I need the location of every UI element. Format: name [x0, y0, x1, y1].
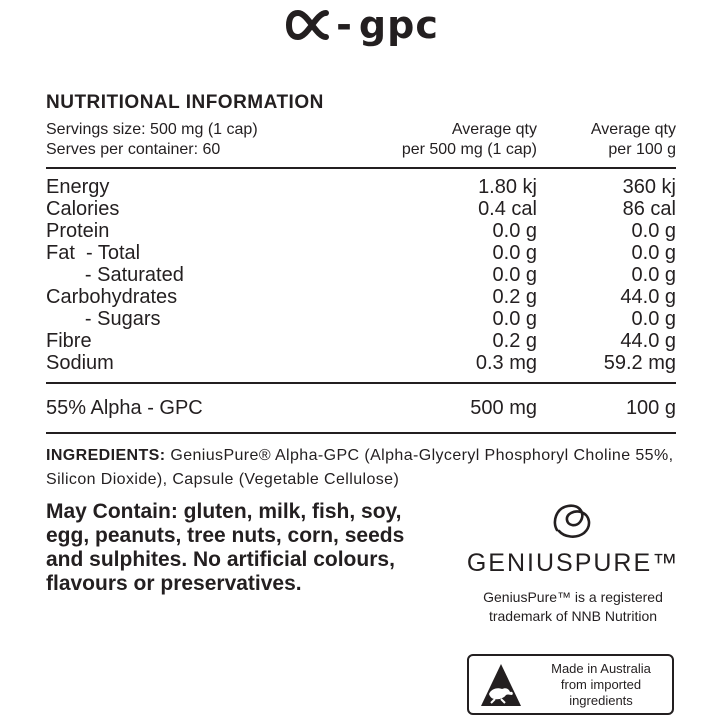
badge-text: [531, 661, 671, 709]
per-serve-value: 0.0 g: [492, 308, 537, 330]
active-ingredient-row: [46, 397, 676, 421]
per-100g-value: 86 cal: [622, 198, 676, 220]
allergen-statement: May Contain: gluten, milk, fish, soy, egg, peanuts, tree nuts, corn, seeds and sulphites. No artificial colours, flavours or preservatives.: [46, 500, 405, 595]
divider: [46, 382, 676, 384]
nutrient-name: Fibre: [46, 330, 92, 352]
geniuspure-note-line1: GeniusPure™ is a registered: [483, 589, 663, 605]
per-serve-value: 0.0 g: [492, 242, 537, 264]
badge-line2: from imported: [560, 677, 642, 692]
geniuspure-note-line2: trademark of NNB Nutrition: [488, 608, 658, 624]
per-serve-value: 0.0 g: [492, 264, 537, 286]
table-row: [46, 308, 676, 330]
per-serve-value: 0.3 mg: [475, 352, 537, 374]
geniuspure-logo-icon: [550, 500, 596, 540]
divider: [46, 432, 676, 434]
per-serve-value: 0.4 cal: [478, 198, 537, 220]
table-row: [46, 176, 676, 198]
table-row: [46, 397, 676, 419]
nutrition-table: [46, 176, 676, 374]
nutrient-name: Carbohydrates: [46, 286, 178, 308]
geniuspure-note: [458, 588, 688, 626]
ingredients-text: GeniusPure® Alpha-GPC (Alpha-Glyceryl Phosphoryl Choline 55%, Silicon Dioxide), Capsule (Vegetable Cellulose): [46, 447, 674, 488]
per-100g-value: 0.0 g: [631, 242, 676, 264]
table-row: [46, 242, 676, 264]
made-in-australia-badge: [467, 654, 674, 715]
nutrient-name: Fat - Total: [46, 242, 141, 264]
ingredients: [46, 444, 676, 492]
nutrient-name: - Sugars: [46, 308, 161, 330]
table-row: [46, 330, 676, 352]
per-serve-value: 1.80 kj: [478, 176, 537, 198]
nutrient-name: Energy: [46, 176, 110, 198]
brand-logo: [0, 0, 725, 50]
geniuspure-wordmark: GENIUSPURE™: [466, 549, 680, 577]
per-serve-value: 0.2 g: [492, 286, 537, 308]
per-100g-header: [591, 120, 676, 160]
per-100g-value: 0.0 g: [631, 308, 676, 330]
nutrition-header: [46, 120, 676, 164]
per-serve-value: 0.0 g: [492, 220, 537, 242]
logo-dash: -: [336, 3, 353, 47]
per-100g-value: 0.0 g: [631, 264, 676, 286]
per-100g-value: 44.0 g: [620, 330, 676, 352]
per-serve-header: [402, 120, 537, 160]
per-serve-header-line1: Average qty: [451, 121, 537, 138]
badge-line1: Made in Australia: [551, 661, 651, 676]
divider: [46, 167, 676, 169]
table-row: [46, 286, 676, 308]
table-row: [46, 220, 676, 242]
servings-size: Servings size: 500 mg (1 cap): [46, 121, 258, 138]
logo-text: gpc: [358, 3, 439, 47]
per-serve-header-line2: per 500 mg (1 cap): [401, 141, 537, 158]
nutrient-name: Calories: [46, 198, 120, 220]
per-100g-value: 59.2 mg: [603, 352, 676, 374]
per-100g-header-line2: per 100 g: [608, 141, 676, 158]
geniuspure-block: [458, 500, 688, 626]
badge-line3: ingredients: [569, 693, 633, 708]
per-100g-value: 360 kj: [622, 176, 676, 198]
serving-info: [46, 120, 258, 160]
per-100g-value: 0.0 g: [631, 220, 676, 242]
ingredients-label: INGREDIENTS:: [46, 447, 166, 464]
serves-per-container: Serves per container: 60: [46, 141, 221, 158]
nutrition-title: NUTRITIONAL INFORMATION: [46, 92, 324, 113]
per-100g-value: 44.0 g: [620, 286, 676, 308]
per-100g-header-line1: Average qty: [590, 121, 676, 138]
active-name: 55% Alpha - GPC: [46, 397, 203, 419]
nutrient-name: - Saturated: [46, 264, 184, 286]
australia-kangaroo-icon: [477, 662, 525, 708]
nutrient-name: Protein: [46, 220, 110, 242]
table-row: [46, 198, 676, 220]
per-serve-value: 0.2 g: [492, 330, 537, 352]
table-row: [46, 352, 676, 374]
alpha-icon: [286, 8, 330, 42]
nutrient-name: Sodium: [46, 352, 114, 374]
table-row: [46, 264, 676, 286]
active-per-100g: 100 g: [625, 397, 676, 419]
active-per-serve: 500 mg: [470, 397, 537, 419]
